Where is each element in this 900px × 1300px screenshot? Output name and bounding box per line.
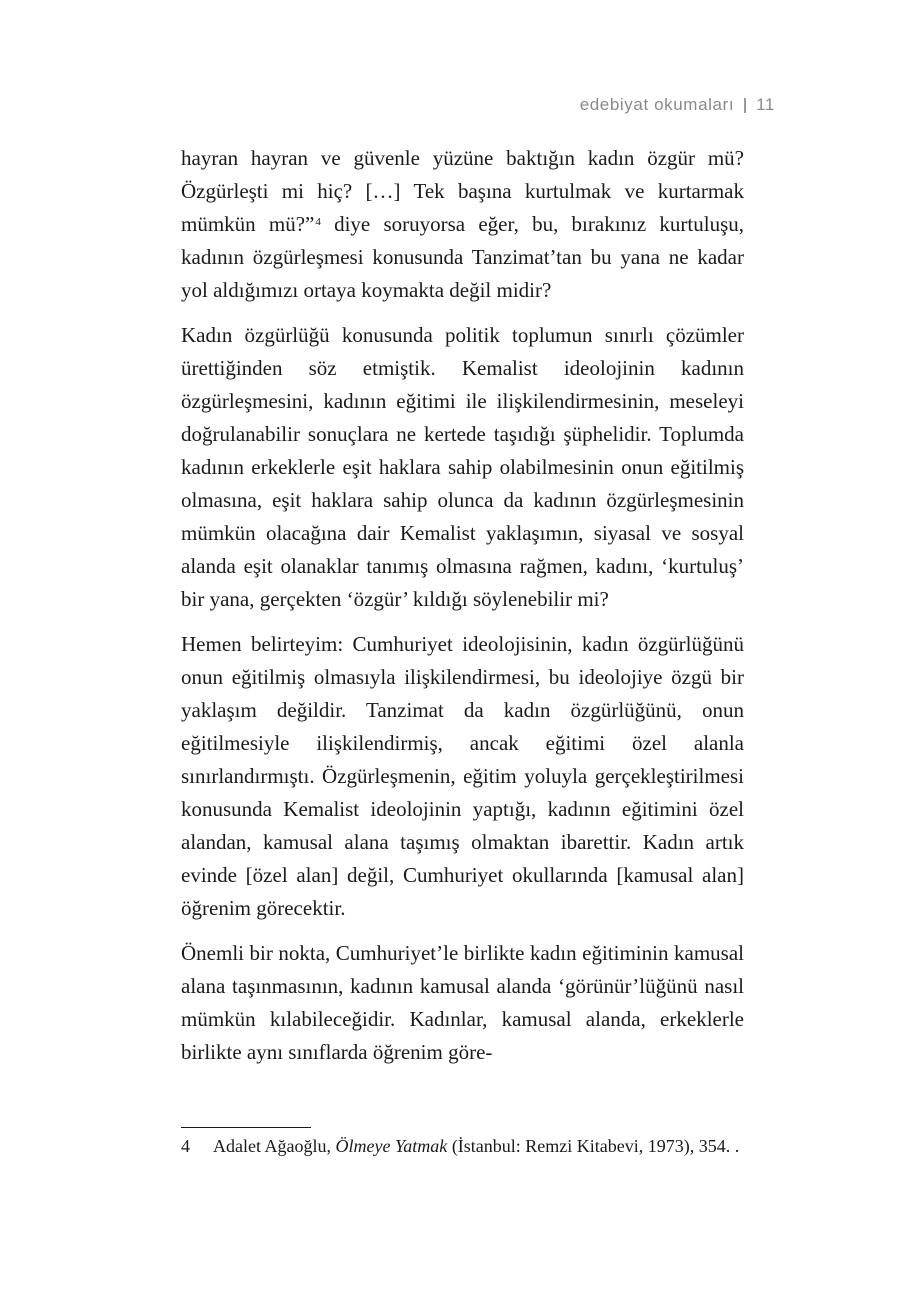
footnote-reference[interactable]: 4 <box>315 216 321 228</box>
paragraph-4: Önemli bir nokta, Cumhuriyet’le birlikte kadın eğitiminin kamusal alana taşınmasının, kadının kamusal alanda ‘görünür’lüğünü nasıl mümkün kılabileceğidir. Kadınlar, kamusal alanda, erkeklerle birlikte aynı sınıflarda öğrenim göre- <box>181 941 744 1064</box>
footnote-author: Adalet Ağaoğlu, <box>213 1136 336 1156</box>
header-separator <box>744 98 746 113</box>
running-header <box>580 95 775 115</box>
footnote-body <box>213 1134 744 1159</box>
running-title: edebiyat okumaları <box>579 95 735 114</box>
footnote-book-title: Ölmeye Yatmak <box>335 1136 448 1156</box>
paragraph-1 <box>181 142 744 307</box>
paragraph-2: Kadın özgürlüğü konusunda politik toplumun sınırlı çözümler ürettiğinden söz etmiştik. Kemalist ideolojinin kadının özgürleşmesini, kadının eğitimi ile ilişkilendirmesinin, meseleyi doğrulanabilir sonuçlara ne kertede taşıdığı şüphelidir. Toplumda kadının erkeklerle eşit haklara sahip olabilmesinin onun eğitilmiş olmasına, eşit haklara sahip olunca da kadının özgürleşmesinin mümkün olacağına dair Kemalist yaklaşımın, siyasal ve sosyal alanda eşit olanaklar tanımış olmasına rağmen, kadını, ‘kurtuluş’ bir yana, gerçekten ‘özgür’ kıldığı söylenebilir mi? <box>181 323 744 611</box>
footnote <box>181 1134 744 1159</box>
page-number: 11 <box>756 95 775 114</box>
paragraph-1-text-after: diye soruyorsa eğer, bu, bırakınız kurtuluşu, kadının özgürleşmesi konusunda Tanzimat’tan bu yana ne kadar yol aldığımızı ortaya koymakta değil midir? <box>181 212 744 302</box>
footnote-number: 4 <box>181 1136 190 1156</box>
footnote-divider <box>181 1127 311 1128</box>
footnote-details: (İstanbul: Remzi Kitabevi, 1973), 354. . <box>447 1136 740 1156</box>
paragraph-1-text: hayran hayran ve güvenle yüzüne baktığın kadın özgür mü? Özgürleşti mi hiç? […] Tek başına kurtulmak ve kurtarmak mümkün mü?” <box>181 146 744 236</box>
body-text <box>181 142 744 1081</box>
paragraph-3: Hemen belirteyim: Cumhuriyet ideolojisinin, kadın özgürlüğünü onun eğitilmiş olmasıyla ilişkilendirmesi, bu ideolojiye özgü bir yaklaşım değildir. Tanzimat da kadın özgürlüğünü, onun eğitilmesiyle ilişkilendirmiş, ancak eğitimi özel alanla sınırlandırmıştı. Özgürleşmenin, eğitim yoluyla gerçekleştirilmesi konusunda Kemalist ideolojinin yaptığı, kadının eğitimini özel alandan, kamusal alana taşımış olmaktan ibarettir. Kadın artık evinde [özel alan] değil, Cumhuriyet okullarında [kamusal alan] öğrenim görecektir. <box>181 632 744 920</box>
